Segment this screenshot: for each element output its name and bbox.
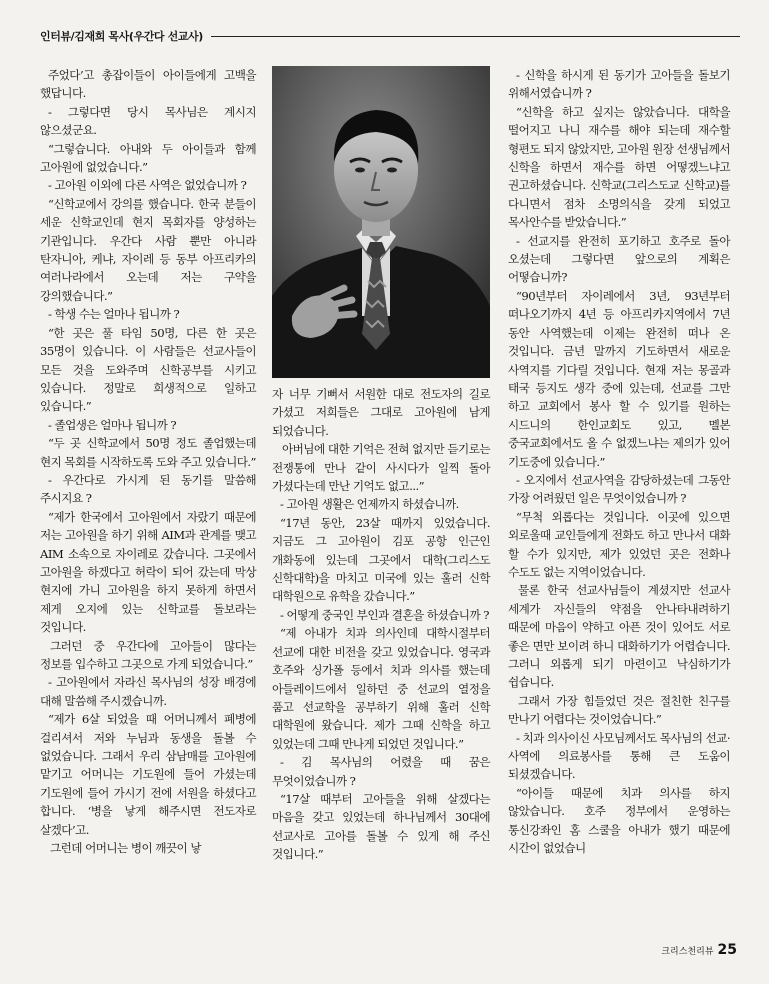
answer: “아이들 때문에 치과 의사를 하지 않았습니다. 호주 정부에서 운영하는 통신강좌인 홈 스쿨을 아내가 했기 때문에 시간이 없었습니 xyxy=(508,785,730,856)
question: - 선교지를 완전히 포기하고 호주로 돌아 오셨는데 그렇다면 앞으로의 계획은 어떻습니까? xyxy=(508,233,730,285)
answer: “두 곳 신학교에서 50명 정도 졸업했는데 현지 목회를 시작하도록 도와 주고 있습니다.” xyxy=(40,436,256,469)
page-number: 25 xyxy=(717,942,737,958)
answer: “신학교에서 강의를 했습니다. 한국 분들이 세운 신학교인데 현지 목회자를 양성하는 기관입니다. 우간다 사람 뿐만 아니라 탄자니아, 케냐, 자이레 등 동부 아프리카의 여러나라에서 오는데 저는 구약을 강의했습니다.” xyxy=(40,196,256,303)
answer: “무척 외롭다는 것입니다. 이곳에 있으면 외로울때 교인들에게 전화도 하고 만나서 대화 할 수가 있지만, 제가 있었던 곳은 전화나 수도도 없는 지역이었습니다. xyxy=(508,509,730,579)
question: - 고아원에서 자라신 목사님의 성장 배경에 대해 말씀해 주시겠습니까. xyxy=(40,675,256,708)
question: - 신학을 하시게 된 동기가 고아들을 돌보기 위해서였습니까 ? xyxy=(508,68,730,101)
paragraph: 물론 한국 선교사님들이 계셨지만 선교사 세계가 자신들의 약점을 안나타내려하기 때문에 마음이 약하고 아픈 것이 있어도 서로 좋은 면만 보이려 하니 대화하기가 어렵습니다. 그러니 외롭게 되기 마련이고 낙심하기가 쉽습니다. xyxy=(508,583,730,690)
paragraph: 주었다’고 총잡이들이 아이들에게 고백을 했답니다. xyxy=(40,68,256,101)
question: - 학생 수는 얼마나 됩니까 ? xyxy=(48,307,180,322)
answer: “한 곳은 풀 타임 50명, 다른 한 곳은 35명이 있습니다. 이 사람들은 선교사들이 모든 것을 도와주며 신학공부를 시키고 있습니다. 정말로 희생적으로 일하고 있습니다.” xyxy=(40,325,256,414)
answer: “17살 때부터 고아들을 위해 살겠다는 마음을 갖고 있었는데 하나님께서 30대에 선교사로 고아를 돌볼 수 있게 해 주신 것입니다.” xyxy=(272,791,490,862)
interview-photo xyxy=(272,66,490,378)
answer: “90년부터 자이레에서 3년, 93년부터 떠나오기까지 4년 등 아프리카지역에서 7년 동안 사역했는데 이제는 완전히 떠나 온 것입니다. 금년 말까지 기도하면서 새로운 사역지를 기다릴 것입니다. 현재 저는 몽골과 태국 등지도 생각 중에 있는데, 선교를 그만 하고 교회에서 봉사 할 수 있기를 원하는 시드니의 한인교회도 있고, 멜본 중국교회에서도 올 수 없겠느냐는 제의가 있어 기도중에 있습니다.” xyxy=(508,288,730,469)
column-1 xyxy=(40,66,256,857)
answer: “제가 6살 되었을 때 어머니께서 폐병에 걸리셔서 저와 누님과 동생을 돌볼 수 없었습니다. 그래서 우리 삼남매를 고아원에 맡기고 어머니는 기도원에 들어 가셨는데 기도원에 들어 가시기 전에 서원을 하셨다고 합니다. ‘병을 낳게 해주시면 전도자로 살겠다’고. xyxy=(40,712,256,837)
question: - 우간다로 가시게 된 동기를 말씀해 주시지요 ? xyxy=(40,472,256,506)
running-header xyxy=(40,26,740,46)
header-rule xyxy=(211,36,740,37)
question: - 그렇다면 당시 목사님은 계시지 않으셨군요. xyxy=(40,104,256,138)
answer: “그렇습니다. 아내와 두 아이들과 함께 고아원에 없었습니다.” xyxy=(40,141,256,175)
answer: “제가 한국에서 고아원에서 자랐기 때문에 저는 고아원을 하기 위해 AIM과 관계를 맺고 AIM 소속으로 자이레로 갔습니다. 그곳에서 고아원을 하겠다고 허락이 되어 갔는데 막상 현지에 가니 고아원을 하지 못하게 하면서 제게 오지에 있는 신학교를 돌보라는 것입니다. xyxy=(40,509,256,635)
answer: “신학을 하고 싶지는 않았습니다. 대학을 떨어지고 나니 재수를 해야 되는데 재수할 형편도 되지 않았지만, 고아원 원장 선생님께서 신학을 하면서 재수를 하면 어떻겠느냐고 권고하셨습니다. 신학교(그리스도교 신학교)를 다니면서 점차 소명의식을 갖게 되었고 목사안수를 받았습니다.” xyxy=(508,104,730,230)
page-footer xyxy=(661,942,737,958)
question: - 졸업생은 얼마나 됩니까 ? xyxy=(48,417,177,432)
column-3 xyxy=(508,66,730,857)
header-title: 인터뷰/김재희 목사(우간다 선교사) xyxy=(40,30,203,43)
question: - 오지에서 선교사역을 감당하셨는데 그동안 가장 어려웠던 일은 무엇이었습니까 ? xyxy=(508,472,730,506)
paragraph: 그래서 가장 힘들었던 것은 절친한 친구를 만나기 어렵다는 것이었습니다.” xyxy=(508,693,730,727)
question: - 김 목사님의 어렸을 때 꿈은 무엇이었습니까 ? xyxy=(272,755,490,788)
question: - 고아원 생활은 언제까지 하셨습니까. xyxy=(280,497,459,512)
question: - 어떻게 중국인 부인과 결혼을 하셨습니까 ? xyxy=(280,607,489,622)
column-2 xyxy=(272,385,490,864)
paragraph: 그러던 중 우간다에 고아들이 많다는 정보를 입수하고 그곳으로 가게 되었습니다.” xyxy=(40,638,256,671)
magazine-name: 크리스천리뷰 xyxy=(661,947,714,957)
paragraph: 자 너무 기뻐서 서원한 대로 전도자의 길로 가셨고 저희들은 그대로 고아원에 남게 되었습니다. xyxy=(272,387,490,438)
answer: “제 아내가 치과 의사인데 대학시절부터 선교에 대한 비전을 갖고 있었습니다. 영국과 호주와 싱가폴 등에서 치과 의사를 했는데 아들레이드에서 일하던 중 선교의 열정을 품고 선교학을 공부하기 위해 훌러 신학 대학원에 왔습니다. 제가 그때 신학을 하고 있었는데 그때 만나게 되었던 것입니다.” xyxy=(272,626,490,751)
answer: “17년 동안, 23살 때까지 있었습니다. 지금도 그 고아원이 김포 공항 인근인 개화동에 있는데 그곳에서 대학(그리스도 신학대학)을 마치고 미국에 있는 훌러 신학 대학원으로 유학을 갔습니다.” xyxy=(272,515,490,604)
paragraph: 아버님에 대한 기억은 전혀 없지만 듣기로는 전쟁통에 만나 같이 사시다가 일찍 돌아 가셨다는데 만난 기억도 없고...” xyxy=(272,442,490,494)
paragraph: 그런데 어머니는 병이 깨끗이 낳 xyxy=(50,841,201,856)
question: - 고아원 이외에 다른 사역은 없었습니까 ? xyxy=(48,178,247,193)
question: - 치과 의사이신 사모님께서도 목사님의 선교·사역에 의료봉사를 통해 큰 도움이 되셨겠습니다. xyxy=(508,730,730,782)
